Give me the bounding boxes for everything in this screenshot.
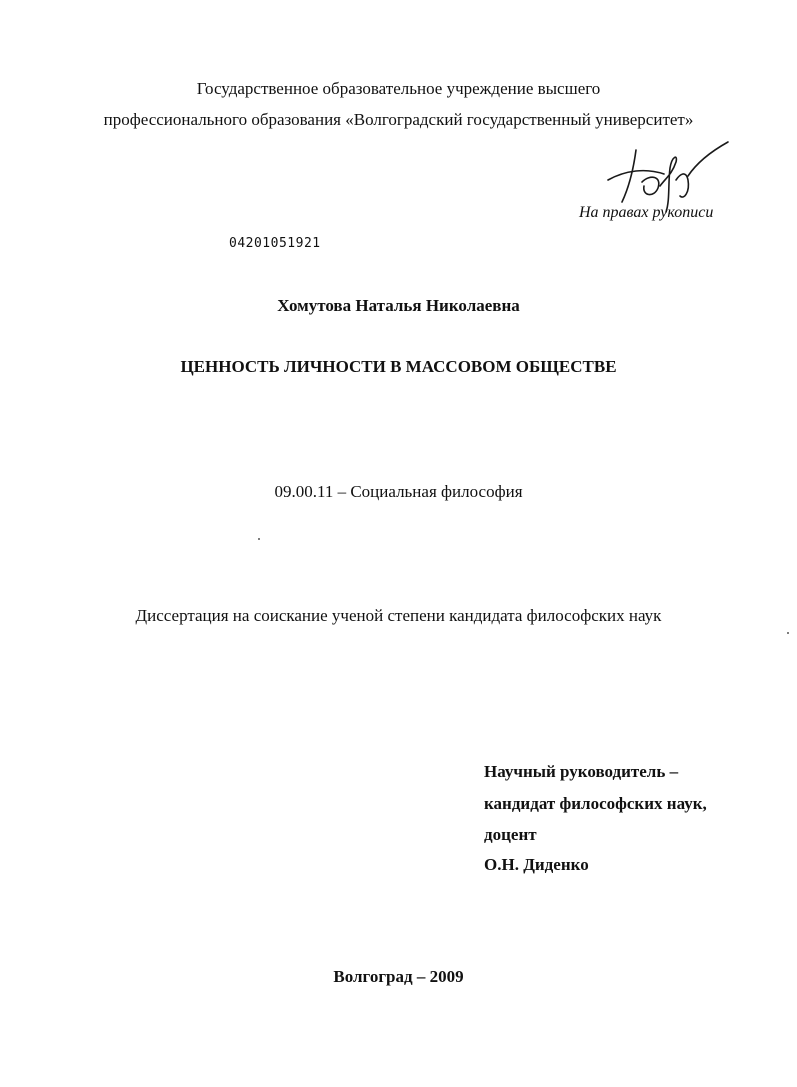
institution-line-1: Государственное образовательное учреждение высшего	[196, 79, 601, 98]
institution-line-2: профессионального образования «Волгоградский государственный университет»	[103, 110, 694, 129]
supervisor-degree: кандидат философских наук,	[484, 794, 707, 813]
registration-number: 04201051921	[229, 236, 321, 251]
degree-statement: Диссертация на соискание ученой степени кандидата философских наук	[135, 606, 662, 625]
supervisor-rank: доцент	[484, 825, 537, 844]
manuscript-rights-note: На правах рукописи	[579, 204, 714, 221]
scan-speck	[258, 538, 260, 540]
author-name: Хомутова Наталья Николаевна	[277, 296, 520, 315]
city-year: Волгоград – 2009	[333, 967, 464, 986]
dissertation-title: ЦЕННОСТЬ ЛИЧНОСТИ В МАССОВОМ ОБЩЕСТВЕ	[180, 357, 617, 376]
specialty: 09.00.11 – Социальная философия	[274, 482, 523, 501]
scan-speck	[787, 632, 789, 634]
supervisor-role: Научный руководитель –	[484, 762, 679, 781]
supervisor-name: О.Н. Диденко	[484, 855, 589, 874]
